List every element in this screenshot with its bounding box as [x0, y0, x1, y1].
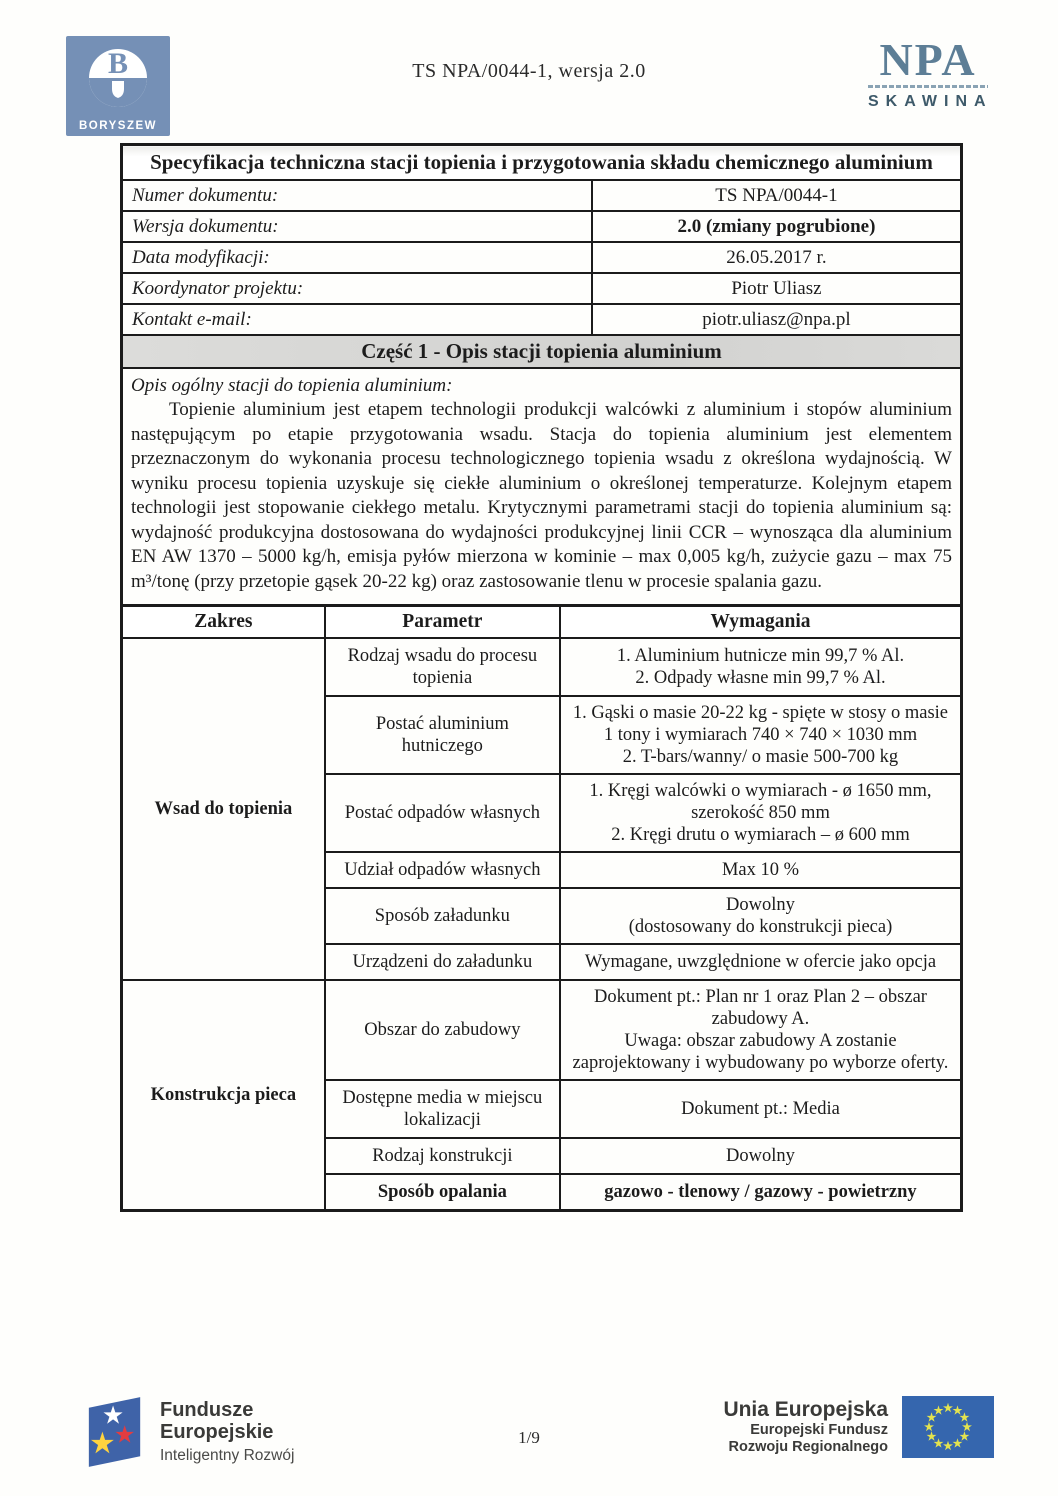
wymagania-cell [560, 1138, 962, 1174]
parametr-cell: Rodzaj konstrukcji [325, 1138, 560, 1174]
npa-skawina-logo [864, 34, 993, 111]
parametr-cell: Rodzaj wsadu do procesu topienia [325, 638, 560, 696]
page-number: 1/9 [518, 1428, 540, 1447]
title-row [122, 145, 962, 181]
wymagania-line: Dokument pt.: Media [681, 1099, 840, 1119]
parametr-cell: Postać odpadów własnych [325, 774, 560, 852]
description-cell [122, 368, 962, 606]
document-title: Specyfikacja techniczna stacji topienia i przygotowania składu chemicznego aluminium [122, 145, 962, 181]
page-header [0, 0, 1058, 140]
wymagania-cell [560, 1174, 962, 1211]
svg-text:BORYSZEW: BORYSZEW [78, 120, 158, 132]
spec-col-header: Wymagania [560, 606, 962, 639]
wymagania-line: 1. Gąski o masie 20-22 kg - spięte w stosy o masie 1 tony i wymiarach 740 × 740 × 1030 mm [572, 703, 949, 745]
description-paragraph: Topienie aluminium jest etapem technologii produkcji walcówki z aluminium i stopów aluminium następującym po etapie przygotowania wsadu. Stacja do topienia aluminium jest elementem przeznaczonym do wykonania procesu technologicznego topienia wsadu z określona wydajnością. W wyniku procesu topienia uzyskuje się ciekłe aluminium o określonej temperaturze. Kolejnym etapem technologii jest stopowanie ciekłego metalu. Krytycznymi parametrami stacji do topienia aluminium są: wydajność produkcyjna dostosowana do wydajności produkcyjnej linii CCR – wynosząca dla aluminium EN AW 1370 – 5000 kg/h, emisja pyłów mierzona w kominie – max 0,005 kg/h, zużycie gazu – max 75 m³/tonę (przy przetopie gąsek 20-22 kg) oraz zastosowanie tlenu w procesie spalania gazu. [131, 399, 952, 592]
page-footer [0, 1388, 1058, 1488]
wymagania-cell [560, 852, 962, 888]
meta-label: Wersja dokumentu: [122, 211, 592, 242]
table-row [122, 980, 962, 1080]
spec-col-header: Zakres [122, 606, 325, 639]
wymagania-cell [560, 638, 962, 696]
wymagania-cell [560, 1080, 962, 1138]
meta-label: Numer dokumentu: [122, 180, 592, 211]
parametr-cell: Dostępne media w miejscu lokalizacji [325, 1080, 560, 1138]
boryszew-logo [66, 36, 170, 136]
eu-line1: Unia Europejska [723, 1398, 888, 1421]
meta-row [122, 304, 962, 335]
wymagania-cell [560, 888, 962, 944]
unia-europejska-logo [723, 1396, 994, 1458]
wymagania-line: Dowolny [726, 1146, 795, 1166]
wymagania-line: (dostosowany do konstrukcji pieca) [628, 917, 893, 937]
meta-label: Kontakt e-mail: [122, 304, 592, 335]
wymagania-line: Max 10 % [721, 860, 800, 880]
eu-line2: Europejski Fundusz [750, 1422, 888, 1438]
description-label: Opis ogólny stacji do topienia aluminium: [131, 375, 453, 396]
meta-value: 2.0 (zmiany pogrubione) [592, 211, 962, 242]
wymagania-line: 1. Kręgi walcówki o wymiarach - ø 1650 mm, szerokość 850 mm [589, 781, 932, 823]
meta-label: Data modyfikacji: [122, 242, 592, 273]
boryszew-logo-icon [66, 36, 170, 136]
zakres-cell: Konstrukcja pieca [122, 980, 325, 1211]
fe-line3: Inteligentny Rozwój [160, 1447, 295, 1464]
svg-text:B: B [107, 47, 129, 80]
wymagania-line: 2. Odpady własne min 99,7 % Al. [635, 668, 886, 688]
wymagania-cell [560, 696, 962, 774]
meta-row [122, 242, 962, 273]
parametr-cell: Sposób załadunku [325, 888, 560, 944]
specification-table [120, 604, 963, 1212]
wymagania-line: 1. Aluminium hutnicze min 99,7 % Al. [616, 646, 905, 666]
wymagania-line: Wymagane, uwzględnione w ofercie jako opcja [584, 952, 937, 972]
eu-line3: Rozwoju Regionalnego [728, 1439, 888, 1455]
eu-logo-text [723, 1398, 888, 1456]
description-row [122, 368, 962, 606]
wymagania-cell [560, 774, 962, 852]
fe-line1: Fundusze [160, 1399, 254, 1421]
parametr-cell: Obszar do zabudowy [325, 980, 560, 1080]
parametr-cell: Udział odpadów własnych [325, 852, 560, 888]
wymagania-line: 2. Kręgi drutu o wymiarach – ø 600 mm [611, 825, 910, 845]
fe-line2: Europejskie [160, 1421, 274, 1443]
meta-value: piotr.uliasz@npa.pl [592, 304, 962, 335]
meta-value: Piotr Uliasz [592, 273, 962, 304]
npa-logo-text: NPA [879, 34, 977, 85]
npa-logo-subtitle: SKAWINA [868, 93, 993, 110]
meta-label: Koordynator projektu: [122, 273, 592, 304]
wymagania-line: Dokument pt.: Plan nr 1 oraz Plan 2 – obszar zabudowy A. [594, 987, 927, 1029]
section-header: Część 1 - Opis stacji topienia aluminium [122, 335, 962, 368]
meta-row [122, 180, 962, 211]
npa-tagline-line [868, 85, 988, 88]
wymagania-line: Dowolny [726, 895, 795, 915]
wymagania-cell [560, 944, 962, 980]
parametr-cell: Sposób opalania [325, 1174, 560, 1211]
wymagania-line: 2. T-bars/wanny/ o masie 500-700 kg [622, 747, 899, 767]
eu-flag-icon [902, 1396, 994, 1458]
spec-col-header: Parametr [325, 606, 560, 639]
meta-row [122, 273, 962, 304]
document-body [120, 143, 963, 1212]
spec-header-row [122, 606, 962, 639]
document-reference: TS NPA/0044-1, wersja 2.0 [412, 60, 646, 82]
zakres-cell: Wsad do topienia [122, 638, 325, 980]
meta-row [122, 211, 962, 242]
meta-value: 26.05.2017 r. [592, 242, 962, 273]
parametr-cell: Urządzeni do załadunku [325, 944, 560, 980]
table-row [122, 638, 962, 696]
document-header-table [120, 143, 963, 607]
wymagania-line: gazowo - tlenowy / gazowy - powietrzny [604, 1182, 917, 1202]
wymagania-line: Uwaga: obszar zabudowy A zostanie zaprojektowany i wybudowany po wyborze oferty. [572, 1031, 949, 1073]
parametr-cell: Postać aluminium hutniczego [325, 696, 560, 774]
section-header-row [122, 335, 962, 368]
wymagania-cell [560, 980, 962, 1080]
meta-value: TS NPA/0044-1 [592, 180, 962, 211]
